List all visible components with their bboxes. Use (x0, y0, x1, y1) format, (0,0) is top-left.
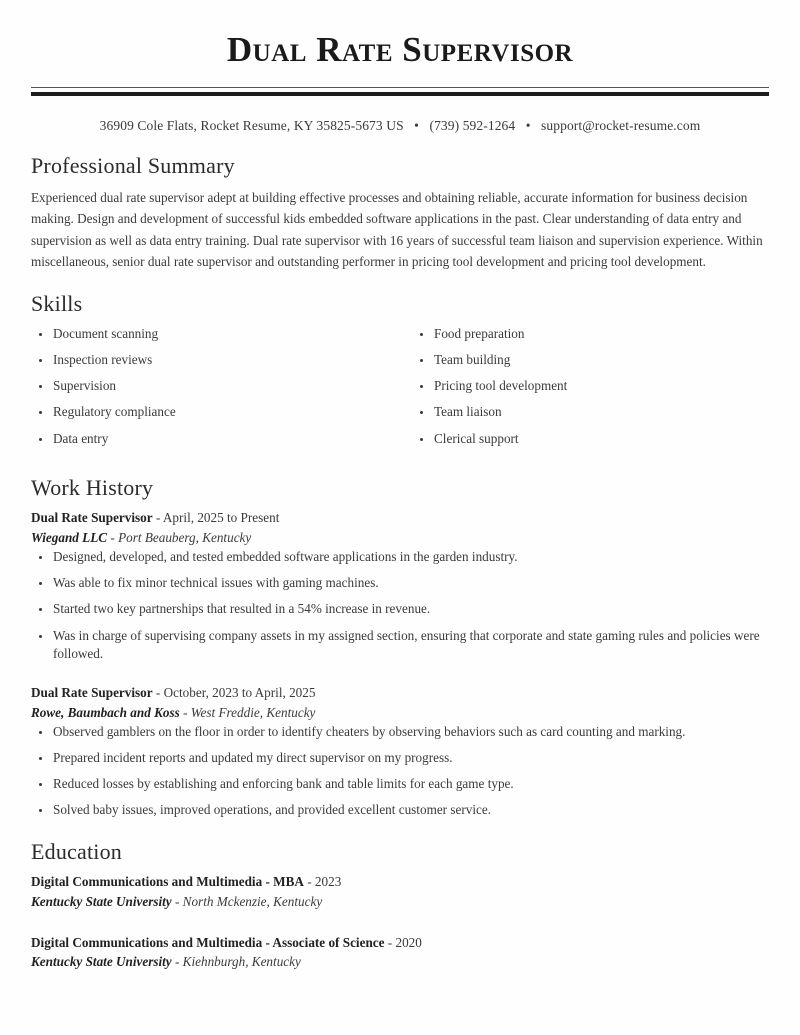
education-dash: - (303, 874, 315, 889)
work-history-entry (31, 508, 769, 663)
work-entry-role: Dual Rate Supervisor (31, 685, 153, 701)
work-entry-location: West Freddie, Kentucky (190, 704, 316, 720)
list-item: Was in charge of supervising company assets in my assigned section, ensuring that corporate and state gaming rules and policies were followed. (31, 627, 769, 663)
work-entry-dash: - (152, 510, 163, 526)
education-degree-line (31, 872, 769, 892)
work-entry-location: Port Beauberg, Kentucky (118, 530, 252, 546)
education-dash: - (384, 934, 396, 950)
list-item: Clerical support (412, 430, 769, 448)
work-entry-company-line (31, 528, 769, 548)
divider-thick-rule (31, 92, 769, 96)
list-item: Was able to fix minor technical issues with gaming machines. (31, 574, 769, 592)
list-item: Supervision (31, 377, 400, 395)
education-entry (31, 872, 769, 912)
education-entry (31, 933, 769, 973)
skills-columns (31, 325, 769, 456)
work-entry-role: Dual Rate Supervisor (31, 510, 153, 526)
skills-list-left (31, 325, 400, 448)
education-school-line (31, 892, 769, 912)
education-year: 2020 (395, 934, 422, 950)
work-entry-role-line (31, 508, 769, 528)
header-divider (31, 87, 769, 96)
list-item: Food preparation (412, 325, 769, 343)
education-school: Kentucky State University (31, 954, 172, 970)
work-history-entry (31, 683, 769, 819)
list-item: Solved baby issues, improved operations, and provided excellent customer service. (31, 801, 769, 819)
section-heading-summary: Professional Summary (31, 153, 235, 179)
education-degree-line (31, 933, 769, 953)
section-education (31, 838, 769, 973)
contact-separator-2: • (525, 118, 531, 134)
work-entry-company: Wiegand LLC (31, 530, 108, 546)
section-work-history (31, 474, 769, 820)
section-heading-skills: Skills (31, 291, 83, 317)
contact-address: 36909 Cole Flats, Rocket Resume, KY 35825-5673 US (99, 118, 404, 134)
page-title: Dual Rate Supervisor (226, 30, 574, 69)
list-item: Team building (412, 351, 769, 369)
work-entry-role-line (31, 683, 769, 703)
education-location: Kiehnburgh, Kentucky (182, 954, 301, 970)
skills-column-left (31, 325, 400, 456)
list-item: Prepared incident reports and updated my direct supervisor on my progress. (31, 749, 769, 767)
contact-line (31, 118, 769, 134)
work-entry-bullets (31, 548, 769, 663)
work-entry-company-line (31, 703, 769, 723)
section-skills (31, 290, 769, 456)
list-item: Designed, developed, and tested embedded software applications in the garden industry. (31, 548, 769, 566)
contact-phone: (739) 592-1264 (429, 118, 516, 134)
list-item: Observed gamblers on the floor in order to identify cheaters by observing behaviors such as card counting and marking. (31, 723, 769, 741)
summary-text: Experienced dual rate supervisor adept at building effective processes and obtaining reliable, accurate information for business decision making. Design and development of successful kids embedded software applications in the past. Clear understanding of data entry and supervision as well as data entry training. Dual rate supervisor with 16 years of successful team liaison and supervision experience. Within miscellaneous, senior dual rate supervisor and outstanding performer in pricing tool development and pricing tool development. (31, 189, 763, 269)
list-item: Started two key partnerships that resulted in a 54% increase in revenue. (31, 600, 769, 618)
work-entry-dates: October, 2023 to April, 2025 (163, 685, 316, 701)
education-location: North Mckenzie, Kentucky (182, 893, 323, 909)
list-item: Document scanning (31, 325, 400, 343)
work-entry-dash: - (152, 685, 164, 701)
work-entry-dash-2: - (179, 704, 191, 720)
education-dash-2: - (171, 954, 183, 970)
list-item: Team liaison (412, 403, 769, 421)
education-school-line (31, 952, 769, 972)
skills-column-right (400, 325, 769, 456)
section-professional-summary (31, 152, 769, 272)
education-degree: Digital Communications and Multimedia - MBA (31, 874, 304, 889)
education-school: Kentucky State University (31, 893, 172, 909)
work-entry-dash-2: - (107, 530, 119, 546)
list-item: Pricing tool development (412, 377, 769, 395)
contact-email: support@rocket-resume.com (541, 118, 701, 134)
contact-separator-1: • (414, 118, 419, 134)
section-heading-work-history: Work History (31, 474, 154, 500)
education-dash-2: - (171, 893, 183, 909)
list-item: Regulatory compliance (31, 403, 400, 421)
section-heading-education: Education (31, 838, 122, 864)
list-item: Reduced losses by establishing and enforcing bank and table limits for each game type. (31, 775, 769, 793)
list-item: Data entry (31, 430, 400, 448)
work-entry-company: Rowe, Baumbach and Koss (31, 704, 180, 720)
work-entry-bullets (31, 723, 769, 820)
list-item: Inspection reviews (31, 351, 400, 369)
work-entry-dates: April, 2025 to Present (162, 510, 280, 526)
education-year: 2023 (314, 874, 342, 889)
education-degree: Digital Communications and Multimedia - Associate of Science (31, 934, 385, 950)
skills-list-right (412, 325, 769, 448)
